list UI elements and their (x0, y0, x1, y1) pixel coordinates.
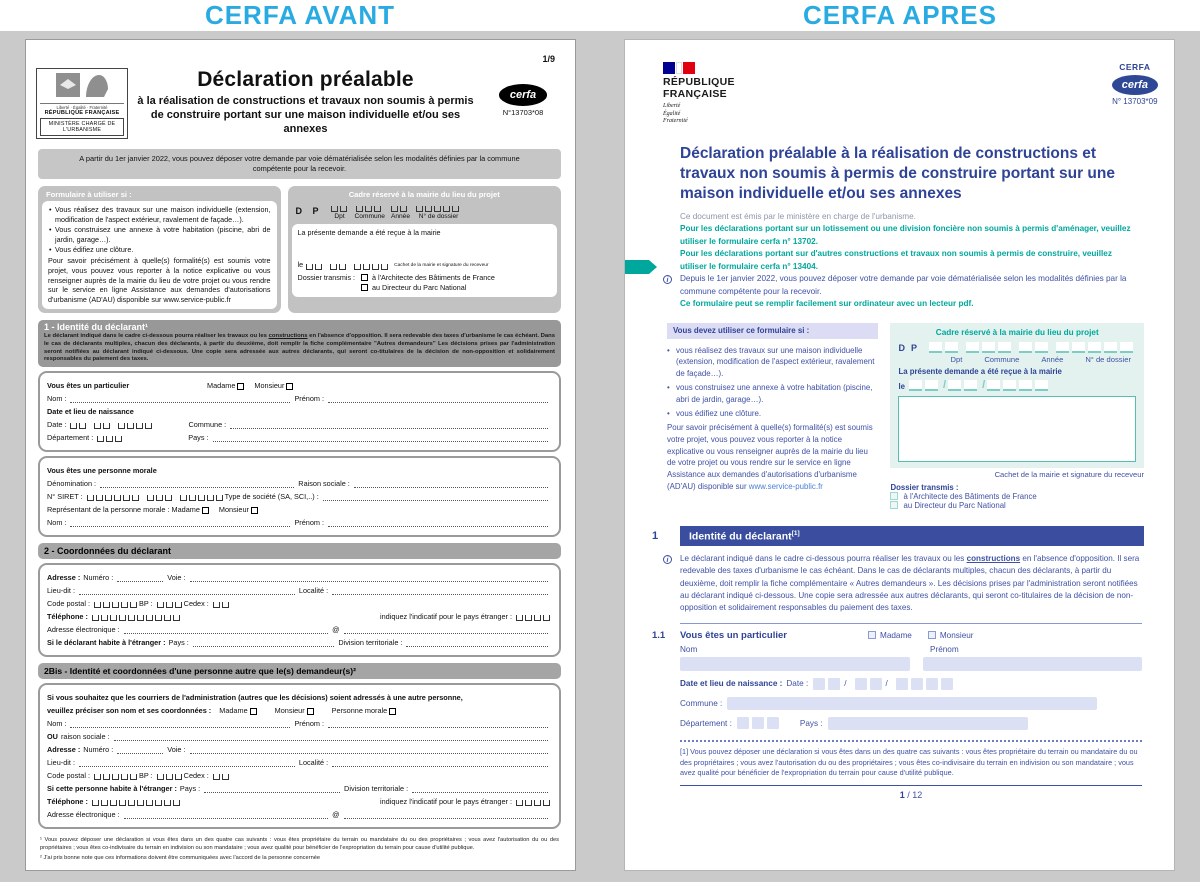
cerfa-logo: cerfa (499, 84, 547, 106)
date-cells-year[interactable] (987, 380, 1051, 391)
indicatif-cells[interactable] (516, 615, 552, 621)
left-heading: CERFA AVANT (204, 0, 396, 30)
commune-field[interactable] (727, 697, 1097, 710)
dpt-cells[interactable] (929, 342, 961, 353)
form-usage-box (667, 323, 878, 510)
pages-board (0, 31, 1200, 882)
checkbox-rep-madame[interactable] (202, 507, 209, 514)
voie-field[interactable] (190, 574, 548, 582)
logo-republic: RÉPUBLIQUE FRANÇAISE (663, 76, 735, 100)
siret-cells-1[interactable] (87, 495, 141, 501)
dossier-cells[interactable]: N° de dossier (416, 206, 461, 220)
receipt-text: La présente demande a été reçue à la mairie (297, 227, 441, 237)
autre-raison-field[interactable] (114, 733, 548, 741)
cerfa-apres-page (624, 39, 1175, 871)
division-field[interactable] (406, 639, 548, 647)
current-page: 1 (899, 789, 905, 800)
dossier-cells[interactable] (1056, 342, 1136, 353)
monsieur-option[interactable]: Monsieur (928, 631, 974, 640)
usage-bullet: • vous édifiez une clôture. (667, 408, 878, 420)
autre-division-field[interactable] (412, 785, 548, 793)
footnote-divider (680, 740, 1142, 742)
coordonnees-box: Adresse : Numéro : Voie : Lieu-dit : Localité : Code postal : BP : Cedex : Téléphone : indiquez l'indicatif pour le pays étranger : Adresse électronique : @ Si le déclarant habite à l'étranger : Pays : Division territoriale : (38, 563, 561, 657)
morale-prenom-field[interactable] (328, 519, 548, 527)
total-pages: / 12 (904, 789, 923, 800)
intro-paragraphs (666, 211, 1138, 311)
departement-cells[interactable] (737, 717, 782, 729)
headings-row (0, 0, 1200, 31)
usage-bullet: • vous construisez une annexe à votre habitation (piscine, abri de jardin, garage…). (667, 382, 878, 406)
marianne-icon (52, 71, 112, 103)
particulier-fields (680, 645, 1142, 730)
cerfa-number: N° 13703*09 (1112, 97, 1158, 106)
form-usage-header: Formulaire à utiliser si : (46, 189, 132, 199)
transmis-label: Dossier transmis : (297, 272, 356, 282)
section1-intro: i Le déclarant indiqué dans le cadre ci-dessous pourra réaliser les travaux ou les constructions en l'absence d'opposition. Il sera redevable des taxes d'urbanisme le cas échéant. Dans le cas de déclarants multiples, chacun des déclarants, à partir du deuxième, doit remplir la fiche complémentaire « Autres demandeurs ». Les décisions prises par l'administration seront notifiées au déclarant indiqué ci-dessous. Une copie sera adressée aux autres déclarants, qui seront co-titulaires de la décision de non-opposition et solidairement responsables du paiement des taxes. (680, 553, 1142, 614)
annee-cells[interactable]: Année (391, 206, 410, 220)
top-boxes-row (38, 186, 561, 313)
cachet-caption: Cachet de la mairie et signature du receveur (994, 469, 1144, 479)
usage-bullet-list (48, 205, 271, 255)
siret-cells-2[interactable] (147, 495, 174, 501)
autre-indicatif-cells[interactable] (516, 800, 552, 806)
morale-title: Vous êtes une personne morale (47, 466, 157, 476)
autre-bp-cells[interactable] (157, 774, 184, 780)
birth-month-cells[interactable] (855, 678, 885, 690)
constructions-link: constructions (268, 333, 308, 340)
checkbox-parc-national[interactable] (890, 501, 898, 509)
siret-cells-3[interactable] (180, 495, 225, 501)
autre-prenom-field[interactable] (328, 720, 548, 728)
usage-bullet: • Vous édifiez une clôture. (48, 245, 271, 255)
commune-field[interactable] (230, 421, 548, 429)
madame-label: Madame (207, 381, 236, 391)
form-usage-header: Vous devez utiliser ce formulaire si : (667, 323, 878, 339)
republique-francaise-logo (663, 62, 735, 126)
footnotes (40, 837, 559, 866)
cachet-caption: Cachet de la mairie et signature du receveur (394, 263, 489, 269)
pays-field[interactable] (213, 434, 548, 442)
checkbox-autre-monsieur[interactable] (307, 708, 314, 715)
subsection-1-1-header (652, 630, 1142, 641)
logo-motto: Liberté Égalité Fraternité (663, 103, 688, 125)
cerfa-avant-page (25, 39, 576, 871)
type-societe-field[interactable] (323, 493, 548, 501)
checkbox-madame[interactable] (237, 383, 244, 390)
dossier-transmis-block (890, 483, 1144, 510)
usage-bullet: • vous réalisez des travaux sur une maison individuelle (extension, modification de l'aspect extérieur, ravalement de façade…). (667, 345, 878, 381)
autre-numero-field[interactable] (117, 746, 163, 754)
prenom-field[interactable] (328, 395, 548, 403)
usage-note: Pour savoir précisément à quelle(s) formalité(s) est soumis votre projet, vous pouvez vous reporter à la notice explicative ou vous renseigner auprès de la mairie du lieu de votre projet ou vous rendre sur le service en ligne Assistance aux demandes d'autorisations d'urbanisme (AD'AU) disponible sur www.service-public.fr (48, 255, 271, 305)
checkbox-madame[interactable] (868, 631, 876, 639)
old-form-title: Déclaration préalable (197, 68, 414, 91)
email-domain-field[interactable] (344, 626, 548, 634)
numero-field[interactable] (117, 574, 163, 582)
autre-pays-field[interactable] (204, 785, 340, 793)
section1-header-row (652, 526, 1144, 547)
old-form-subtitle: à la réalisation de constructions et travaux non soumis à permis de construire portant sur une maison individuelle et/ou ses annexes (137, 95, 474, 135)
page-footer (680, 785, 1142, 800)
info-icon: i (663, 555, 672, 564)
section1-intro: Le déclarant indiqué dans le cadre ci-dessous pourra réaliser les travaux ou les constructions en l'absence d'opposition. Il sera redevable des taxes d'urbanisme le cas échéant. Dans le cas de déclarants multiples, chacun des déclarants, à partir du deuxième, doit remplir la fiche complémentaire "Autres demandeurs" Les décisions prises par l'administration seront notifiées au déclarant indiqué ci-dessous. Une copie sera adressée aux autres déclarants, qui seront co-titulaires de la décision de non-opposition et solidairement responsables du paiement des taxes. (44, 333, 555, 363)
teal-notice-1: Pour les déclarations portant sur un lotissement ou une division foncière non soumis à permis d'aménager, veuillez utiliser le formulaire cerfa n° 13702. (680, 224, 1131, 246)
checkbox-rep-monsieur[interactable] (251, 507, 258, 514)
cerfa-badge-block (483, 68, 563, 117)
commune-row: Commune : (680, 697, 1142, 710)
commune-cells[interactable]: Commune (355, 206, 385, 220)
receipt-date-row[interactable] (298, 260, 551, 270)
autre-voie-field[interactable] (190, 746, 548, 754)
checkbox-abf[interactable] (361, 274, 368, 281)
date-cells-month[interactable] (948, 380, 980, 391)
nom-field[interactable] (680, 657, 910, 671)
raison-sociale-field[interactable] (354, 480, 548, 488)
date-cells-month[interactable] (330, 264, 348, 270)
footnote-1: [1] Vous pouvez déposer une déclaration si vous êtes dans un des quatre cas suivants : vous êtes propriétaire du terrain ou mandataire du ou des propriétaires ; vous avez l'autorisation du ou des propriétaires ; vous êtes co-indivisaire du terrain en indivision ou son mandataire ; vous avez qualité pour bénéficier de l'expropriation du terrain pour cause d'utilité publique. (680, 746, 1138, 778)
service-public-link[interactable]: www.service-public.fr (748, 482, 823, 492)
teal-notice-3: Ce formulaire peut se remplir facilement sur ordinateur avec un lecteur pdf. (680, 299, 974, 309)
morale-nom-field[interactable] (70, 519, 290, 527)
date-cells-day[interactable] (306, 264, 324, 270)
prenom-field[interactable] (923, 657, 1142, 671)
birth-year-cells[interactable] (896, 678, 956, 690)
s2bis-intro1: Si vous souhaitez que les courriers de l'administration (autres que les décisions) soient adressés à une autre personne, (47, 693, 463, 703)
cerfa-label: CERFA (1119, 62, 1151, 72)
stamp-area (898, 396, 1136, 462)
cerfa-badge-block (1112, 62, 1158, 126)
birth-year-cells[interactable] (118, 423, 154, 429)
naissance-label: Date et lieu de naissance (47, 407, 134, 417)
annee-cells[interactable] (1019, 342, 1051, 353)
particulier-title: Vous êtes un particulier (47, 381, 130, 391)
logo-ministry: MINISTÈRE CHARGÉ DE L'URBANISME (40, 118, 124, 136)
autre-email-field[interactable] (124, 811, 328, 819)
mairie-teal-box (890, 323, 1144, 468)
form-usage-content (42, 201, 277, 309)
birth-day-cells[interactable] (70, 423, 88, 429)
pays-field[interactable] (828, 717, 1028, 730)
info-line: i Depuis le 1er janvier 2022, vous pouvez déposer votre demande par voie dématérialisée selon les modalités définies par la commune compétente pour la recevoir. (680, 273, 1138, 298)
bp-cells[interactable] (157, 602, 184, 608)
dp-letters: D P (295, 205, 323, 216)
departement-row: Département : Pays : (680, 717, 1142, 730)
section1-header (38, 320, 561, 367)
logo-republic: RÉPUBLIQUE FRANÇAISE (44, 110, 120, 116)
mairie-box-header: Cadre réservé à la mairie du lieu du projet (935, 327, 1099, 337)
section1-number: 1 (652, 530, 659, 543)
autre-cedex-cells[interactable] (213, 774, 231, 780)
footnote-1: ¹ Vous pouvez déposer une déclaration si vous êtes dans un des quatre cas suivants : vous êtes propriétaire du terrain ou mandataire du ou des propriétaires ; vous avez l'autorisation du ou des propriétaires ; vous êtes co-indivisaire du terrain en indivision ou son mandataire ; vous avez qualité pour bénéficier de l'expropriation du terrain pour cause d'utilité publique. (40, 837, 559, 851)
birth-day-cells[interactable] (813, 678, 843, 690)
subsection-title: Vous êtes un particulier (680, 629, 787, 641)
particulier-box: Vous êtes un particulier Madame Monsieur Nom : Prénom : Date et lieu de naissance Date : Commune : Département : Pays : (38, 371, 561, 452)
old-form-title-block (128, 68, 483, 136)
dossier-code-row[interactable] (292, 201, 557, 222)
dematerialisation-notice: A partir du 1er janvier 2022, vous pouvez déposer votre demande par voie dématérialisée selon les modalités définies par la commune compétente pour la recevoir. (38, 149, 561, 179)
etranger-pays-field[interactable] (193, 639, 335, 647)
autre-cp-cells[interactable] (94, 774, 139, 780)
dpt-cells[interactable]: Dpt (331, 206, 349, 220)
right-heading: CERFA APRES (803, 0, 997, 30)
madame-option[interactable]: Madame (868, 631, 912, 640)
autre-lieudit-field[interactable] (79, 759, 295, 767)
lieudit-field[interactable] (79, 587, 295, 595)
cedex-cells[interactable] (213, 602, 231, 608)
code-labels: Dpt Commune Année N° de dossier (950, 354, 1131, 364)
checkbox-parc-national[interactable] (361, 284, 368, 291)
transmis-option-abf[interactable]: à l'Architecte des Bâtiments de France (359, 273, 495, 283)
old-form-header (36, 68, 563, 139)
teal-notice-2: Pour les déclarations portant sur d'autres constructions et travaux non soumis à permis de construire, veuillez utiliser le formulaire cerfa n° 13404. (680, 249, 1112, 271)
transmis-label: Dossier transmis : (890, 482, 959, 492)
birth-month-cells[interactable] (94, 423, 112, 429)
departement-cells[interactable] (97, 436, 124, 442)
section2-header: 2 - Coordonnées du déclarant (38, 543, 561, 559)
republique-francaise-logo (36, 68, 128, 139)
monsieur-label: Monsieur (254, 381, 285, 391)
constructions-link: constructions (966, 554, 1021, 564)
date-cells-day[interactable] (909, 380, 941, 391)
checkbox-abf[interactable] (890, 492, 898, 500)
new-form-title: Déclaration préalable à la réalisation de constructions et travaux non soumis à permis de construire portant sur une maison individuelle et/ou ses annexes (680, 144, 1115, 202)
commune-cells[interactable] (966, 342, 1014, 353)
autre-personne-box: Si vous souhaitez que les courriers de l'administration (autres que les décisions) soient adressés à une autre personne, veuillez préciser son nom et ses coordonnées : Madame Monsieur Personne morale Nom : Prénom : OU raison sociale : Adresse : Numéro : Voie : Lieu-dit : Localité : Code postal : BP : Cedex : Si cette personne habite à l'étranger : Pays : Division territoriale : Téléphone : indiquez l'indicatif pour le pays étranger : Adresse électronique : @ (38, 683, 561, 829)
dossier-code-row[interactable]: DP (898, 342, 1136, 353)
cp-cells[interactable] (94, 602, 139, 608)
french-flag-icon (663, 62, 735, 74)
usage-bullet: • Vous construisez une annexe à votre habitation (piscine, abri de jardin, garage…). (48, 225, 271, 245)
footnote-2: ² J'ai pris bonne note que ces informations doivent être communiquées avec l'accord de la personne concernée (40, 855, 321, 862)
teal-arrow-marker (625, 260, 657, 274)
date-cells-year[interactable] (354, 264, 390, 270)
receipt-text: La présente demande a été reçue à la mairie (898, 366, 1062, 376)
transmis-option-abf[interactable]: à l'Architecte des Bâtiments de France (890, 492, 1144, 501)
usage-bullet: • Vous réalisez des travaux sur une maison individuelle (extension, modification de l'aspect extérieur, ravalement de façade…). (48, 205, 271, 225)
autre-tel-cells[interactable] (92, 800, 182, 806)
subsection-number: 1.1 (652, 629, 666, 641)
usage-note: Pour savoir précisément à quelle(s) formalité(s) est soumis votre projet, vous pouvez vous reporter à la notice explicative ou vous renseigner auprès de la mairie du lieu de votre projet ou vous rendre sur le service en ligne Assistance aux demandes d'autorisations d'urbanisme (AD'AU) disponible sur www.service-public.fr (667, 422, 873, 492)
le-label: le (297, 259, 304, 269)
cerfa-logo: cerfa (1112, 75, 1158, 95)
usage-bullet-list (667, 345, 878, 420)
section2bis-header: 2Bis - Identité et coordonnées d'une personne autre que le(s) demandeur(s)² (38, 663, 561, 679)
autre-localite-field[interactable] (332, 759, 548, 767)
name-labels: Nom Prénom (680, 644, 959, 654)
checkbox-monsieur[interactable] (286, 383, 293, 390)
checkbox-autre-madame[interactable] (250, 708, 257, 715)
autre-email-domain-field[interactable] (344, 811, 548, 819)
form-usage-box (38, 186, 281, 313)
autre-nom-field[interactable] (70, 720, 290, 728)
mairie-box-header: Cadre réservé à la mairie du lieu du projet (348, 189, 500, 199)
mairie-receipt-box (292, 224, 557, 297)
personne-morale-box: Vous êtes une personne morale Dénomination : Raison sociale : N° SIRET : Type de société (SA, SCI,..) : Représentant de la personne morale : Madame Monsieur Nom : Prénom : (38, 456, 561, 537)
logo-motto: Liberté · Égalité · Fraternité (40, 103, 124, 110)
top-boxes-row (667, 323, 1144, 510)
denomination-field[interactable] (100, 480, 294, 488)
section-divider (680, 623, 1142, 624)
receipt-date-row[interactable]: le / / (898, 379, 1136, 391)
page-number: 1/9 (542, 54, 555, 64)
section1-title: 1 - Identité du déclarant¹ (44, 322, 149, 333)
checkbox-monsieur[interactable] (928, 631, 936, 639)
emitted-line: Ce document est émis par le ministère en charge de l'urbanisme. (680, 212, 916, 222)
email-field[interactable] (124, 626, 328, 634)
transmis-option-parc[interactable]: au Directeur du Parc National (890, 501, 1144, 510)
nom-field[interactable] (70, 395, 290, 403)
new-form-header (625, 62, 1158, 126)
cerfa-number: N°13703*08 (502, 108, 544, 117)
mairie-reserved-box (288, 186, 561, 313)
info-icon: i (663, 275, 672, 284)
birth-date-row: Date et lieu de naissance : Date : / / (680, 678, 1142, 690)
section1-title-bar: Identité du déclarant[1] (680, 526, 1144, 547)
localite-field[interactable] (332, 587, 548, 595)
checkbox-autre-morale[interactable] (389, 708, 396, 715)
dossier-transmis-row (298, 273, 551, 293)
tel-cells[interactable] (92, 615, 182, 621)
mairie-reserved-box (890, 323, 1144, 510)
transmis-option-parc[interactable]: au Directeur du Parc National (359, 283, 495, 293)
